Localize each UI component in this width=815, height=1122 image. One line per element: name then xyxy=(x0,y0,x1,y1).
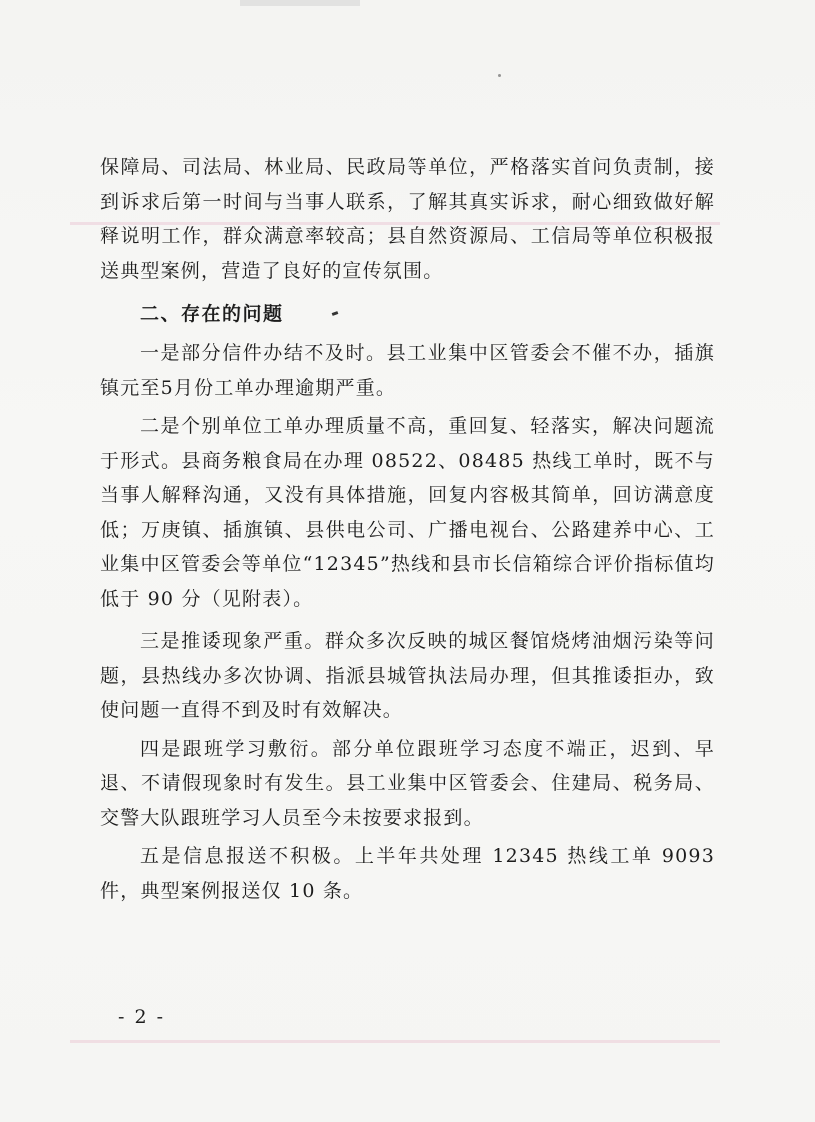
scan-speck xyxy=(498,74,501,77)
section-heading xyxy=(100,296,715,332)
scan-mark-icon xyxy=(332,311,339,316)
paragraph-issue-4: 四是跟班学习敷衍。部分单位跟班学习态度不端正，迟到、早退、不请假现象时有发生。县工业集中区管委会、住建局、税务局、交警大队跟班学习人员至今未按要求报到。 xyxy=(100,737,715,829)
paragraph-issue-2: 二是个别单位工单办理质量不高，重回复、轻落实，解决问题流于形式。县商务粮食局在办理 08522、08485 热线工单时，既不与当事人解释沟通，又没有具体措施，回复内容极其简单，回访满意度低；万庚镇、插旗镇、县供电公司、广播电视台、公路建养中心、工业集中区管委会等单位“12345”热线和县市长信箱综合评价指标值均低于 90 分（见附表）。 xyxy=(100,415,715,610)
paragraph-issue-5: 五是信息报送不积极。上半年共处理 12345 热线工单 9093 件，典型案例报送仅 10 条。 xyxy=(100,845,715,902)
page-number: - 2 - xyxy=(118,1006,166,1028)
paragraph-issue-1: 一是部分信件办结不及时。县工业集中区管委会不催不办，插旗镇元至5月份工单办理逾期严重。 xyxy=(100,342,715,399)
paragraph-continuation: 保障局、司法局、林业局、民政局等单位，严格落实首问负责制，接到诉求后第一时间与当事人联系，了解其真实诉求，耐心细致做好解释说明工作，群众满意率较高；县自然资源局、工信局等单位积极报送典型案例，营造了良好的宣传氛围。 xyxy=(100,156,715,282)
document-body xyxy=(100,150,715,908)
scan-edge-mark xyxy=(240,0,360,6)
section-heading-text: 二、存在的问题 xyxy=(140,303,284,325)
paragraph-issue-3: 三是推诿现象严重。群众多次反映的城区餐馆烧烤油烟污染等问题，县热线办多次协调、指派县城管执法局办理，但其推诿拒办，致使问题一直得不到及时有效解决。 xyxy=(100,630,715,721)
bleed-through-rule-bottom xyxy=(70,1040,720,1043)
